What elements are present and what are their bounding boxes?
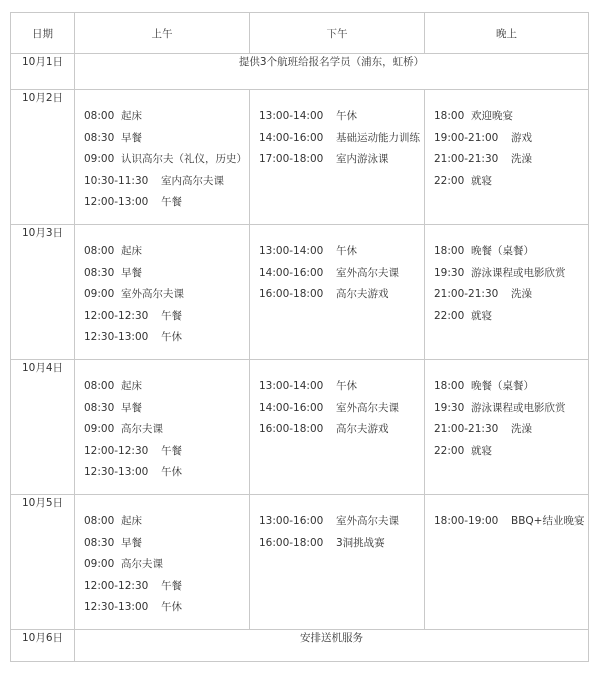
item-time: 17:00-18:00: [259, 153, 324, 166]
schedule-item: [84, 171, 249, 193]
item-time: 12:00-13:00: [84, 196, 149, 209]
item-activity: 午休: [336, 380, 357, 392]
item-time: 22:00: [434, 309, 465, 322]
item-activity: 室内游泳课: [336, 153, 389, 166]
schedule-item: [434, 511, 588, 533]
item-time: 21:00-21:30: [434, 288, 499, 301]
item-time: 18:00: [434, 245, 465, 257]
schedule-item: [84, 263, 249, 285]
header-date: 日期: [11, 13, 75, 54]
item-activity: 游戏: [511, 131, 532, 144]
item-activity: 早餐: [121, 401, 142, 414]
item-time: 09:00: [84, 288, 115, 301]
item-activity: 午餐: [161, 196, 182, 209]
item-time: 21:00-21:30: [434, 153, 499, 166]
item-time: 08:00: [84, 245, 115, 257]
item-time: 18:00-19:00: [434, 515, 499, 527]
evening-cell: [425, 360, 589, 495]
schedule-item: [259, 263, 424, 285]
schedule-item: [84, 128, 249, 150]
item-time: 13:00-16:00: [259, 515, 324, 527]
table-row: [11, 360, 589, 495]
item-activity: 室外高尔夫课: [336, 401, 399, 414]
item-time: 12:30-13:00: [84, 601, 149, 614]
schedule-item: [434, 284, 588, 306]
schedule-item: [434, 128, 588, 150]
header-morning: 上午: [75, 13, 250, 54]
schedule-item: [84, 441, 249, 463]
schedule-item: [84, 462, 249, 484]
table-row: [11, 54, 589, 90]
schedule-item: [84, 554, 249, 576]
item-activity: 晚餐（桌餐）: [471, 380, 534, 392]
schedule-item: [259, 533, 424, 555]
item-activity: 晚餐（桌餐）: [471, 245, 534, 257]
item-time: 08:30: [84, 401, 115, 414]
merged-note-cell: 安排送机服务: [75, 630, 589, 662]
item-time: 09:00: [84, 153, 115, 166]
schedule-item: [84, 533, 249, 555]
item-activity: 高尔夫课: [121, 423, 163, 436]
item-time: 21:00-21:30: [434, 423, 499, 436]
schedule-item: [84, 149, 249, 171]
item-activity: 早餐: [121, 131, 142, 144]
schedule-item: [434, 419, 588, 441]
item-time: 10:30-11:30: [84, 174, 149, 187]
date-cell: 10月4日: [11, 360, 75, 495]
item-time: 08:00: [84, 110, 115, 122]
item-time: 22:00: [434, 174, 465, 187]
afternoon-cell: [250, 360, 425, 495]
item-activity: 午休: [161, 466, 182, 479]
item-time: 19:30: [434, 401, 465, 414]
schedule-item: [434, 398, 588, 420]
date-cell: 10月3日: [11, 225, 75, 360]
header-evening: 晚上: [425, 13, 589, 54]
morning-cell: [75, 225, 250, 360]
schedule-item: [434, 149, 588, 171]
item-activity: 起床: [121, 110, 142, 122]
item-activity: 游泳课程或电影欣赏: [471, 401, 566, 414]
item-activity: 就寝: [471, 444, 492, 457]
evening-cell: [425, 225, 589, 360]
schedule-item: [434, 241, 588, 263]
item-time: 14:00-16:00: [259, 266, 324, 279]
item-time: 13:00-14:00: [259, 245, 324, 257]
schedule-item: [259, 106, 424, 128]
item-activity: 高尔夫游戏: [336, 423, 389, 436]
table-row: [11, 90, 589, 225]
schedule-item: [84, 398, 249, 420]
item-activity: 室外高尔夫课: [336, 515, 399, 527]
item-time: 08:00: [84, 515, 115, 527]
item-time: 08:00: [84, 380, 115, 392]
schedule-item: [84, 419, 249, 441]
item-time: 18:00: [434, 110, 465, 122]
item-activity: 游泳课程或电影欣赏: [471, 266, 566, 279]
schedule-item: [84, 327, 249, 349]
item-activity: 起床: [121, 380, 142, 392]
item-activity: 午餐: [161, 444, 182, 457]
item-activity: 洗澡: [511, 288, 532, 301]
item-time: 12:00-12:30: [84, 444, 149, 457]
schedule-table: [10, 12, 589, 662]
date-cell: 10月6日: [11, 630, 75, 662]
item-time: 16:00-18:00: [259, 288, 324, 301]
header-afternoon: 下午: [250, 13, 425, 54]
item-time: 16:00-18:00: [259, 536, 324, 549]
date-cell: 10月5日: [11, 495, 75, 630]
item-activity: 室内高尔夫课: [161, 174, 224, 187]
item-activity: 认识高尔夫（礼仪，历史）: [121, 153, 247, 166]
morning-cell: [75, 360, 250, 495]
item-activity: 起床: [121, 245, 142, 257]
item-time: 22:00: [434, 444, 465, 457]
item-activity: 午休: [161, 331, 182, 344]
item-activity: 高尔夫游戏: [336, 288, 389, 301]
merged-note-cell: 提供3个航班给报名学员（浦东，虹桥）: [75, 54, 589, 90]
item-time: 09:00: [84, 423, 115, 436]
item-activity: 午休: [336, 245, 357, 257]
item-time: 19:30: [434, 266, 465, 279]
schedule-item: [259, 376, 424, 398]
item-time: 08:30: [84, 266, 115, 279]
table-row: [11, 630, 589, 662]
item-activity: 午休: [336, 110, 357, 122]
item-time: 12:00-12:30: [84, 309, 149, 322]
schedule-item: [259, 419, 424, 441]
schedule-item: [259, 128, 424, 150]
item-activity: 洗澡: [511, 423, 532, 436]
item-time: 18:00: [434, 380, 465, 392]
date-cell: 10月1日: [11, 54, 75, 90]
morning-cell: [75, 495, 250, 630]
item-time: 16:00-18:00: [259, 423, 324, 436]
item-time: 13:00-14:00: [259, 110, 324, 122]
afternoon-cell: [250, 495, 425, 630]
item-activity: 就寝: [471, 174, 492, 187]
item-activity: 3洞挑战赛: [336, 536, 385, 549]
schedule-item: [84, 511, 249, 533]
schedule-item: [84, 306, 249, 328]
schedule-item: [84, 597, 249, 619]
item-activity: 室外高尔夫课: [121, 288, 184, 301]
schedule-item: [84, 192, 249, 214]
item-activity: 洗澡: [511, 153, 532, 166]
table-row: [11, 225, 589, 360]
afternoon-cell: [250, 90, 425, 225]
schedule-item: [259, 149, 424, 171]
item-time: 12:30-13:00: [84, 331, 149, 344]
schedule-item: [434, 441, 588, 463]
item-time: 13:00-14:00: [259, 380, 324, 392]
item-time: 09:00: [84, 558, 115, 571]
table-row: [11, 495, 589, 630]
header-row: [11, 13, 589, 54]
morning-cell: [75, 90, 250, 225]
schedule-item: [259, 284, 424, 306]
date-cell: 10月2日: [11, 90, 75, 225]
item-activity: 早餐: [121, 266, 142, 279]
schedule-item: [434, 263, 588, 285]
item-activity: 午餐: [161, 579, 182, 592]
item-activity: 午休: [161, 601, 182, 614]
schedule-item: [84, 241, 249, 263]
item-activity: BBQ+结业晚宴: [511, 515, 585, 527]
item-time: 14:00-16:00: [259, 131, 324, 144]
item-activity: 欢迎晚宴: [471, 110, 513, 122]
item-time: 08:30: [84, 536, 115, 549]
schedule-item: [84, 284, 249, 306]
item-time: 08:30: [84, 131, 115, 144]
item-time: 12:30-13:00: [84, 466, 149, 479]
schedule-item: [434, 376, 588, 398]
item-time: 19:00-21:00: [434, 131, 499, 144]
item-activity: 起床: [121, 515, 142, 527]
schedule-item: [434, 171, 588, 193]
item-activity: 午餐: [161, 309, 182, 322]
schedule-item: [259, 241, 424, 263]
schedule-item: [259, 398, 424, 420]
evening-cell: [425, 90, 589, 225]
afternoon-cell: [250, 225, 425, 360]
schedule-item: [434, 306, 588, 328]
item-time: 14:00-16:00: [259, 401, 324, 414]
item-activity: 基础运动能力训练: [336, 131, 420, 144]
schedule-item: [259, 511, 424, 533]
evening-cell: [425, 495, 589, 630]
item-activity: 高尔夫课: [121, 558, 163, 571]
item-activity: 室外高尔夫课: [336, 266, 399, 279]
item-time: 12:00-12:30: [84, 579, 149, 592]
item-activity: 早餐: [121, 536, 142, 549]
schedule-item: [434, 106, 588, 128]
item-activity: 就寝: [471, 309, 492, 322]
schedule-item: [84, 376, 249, 398]
schedule-item: [84, 106, 249, 128]
schedule-item: [84, 576, 249, 598]
